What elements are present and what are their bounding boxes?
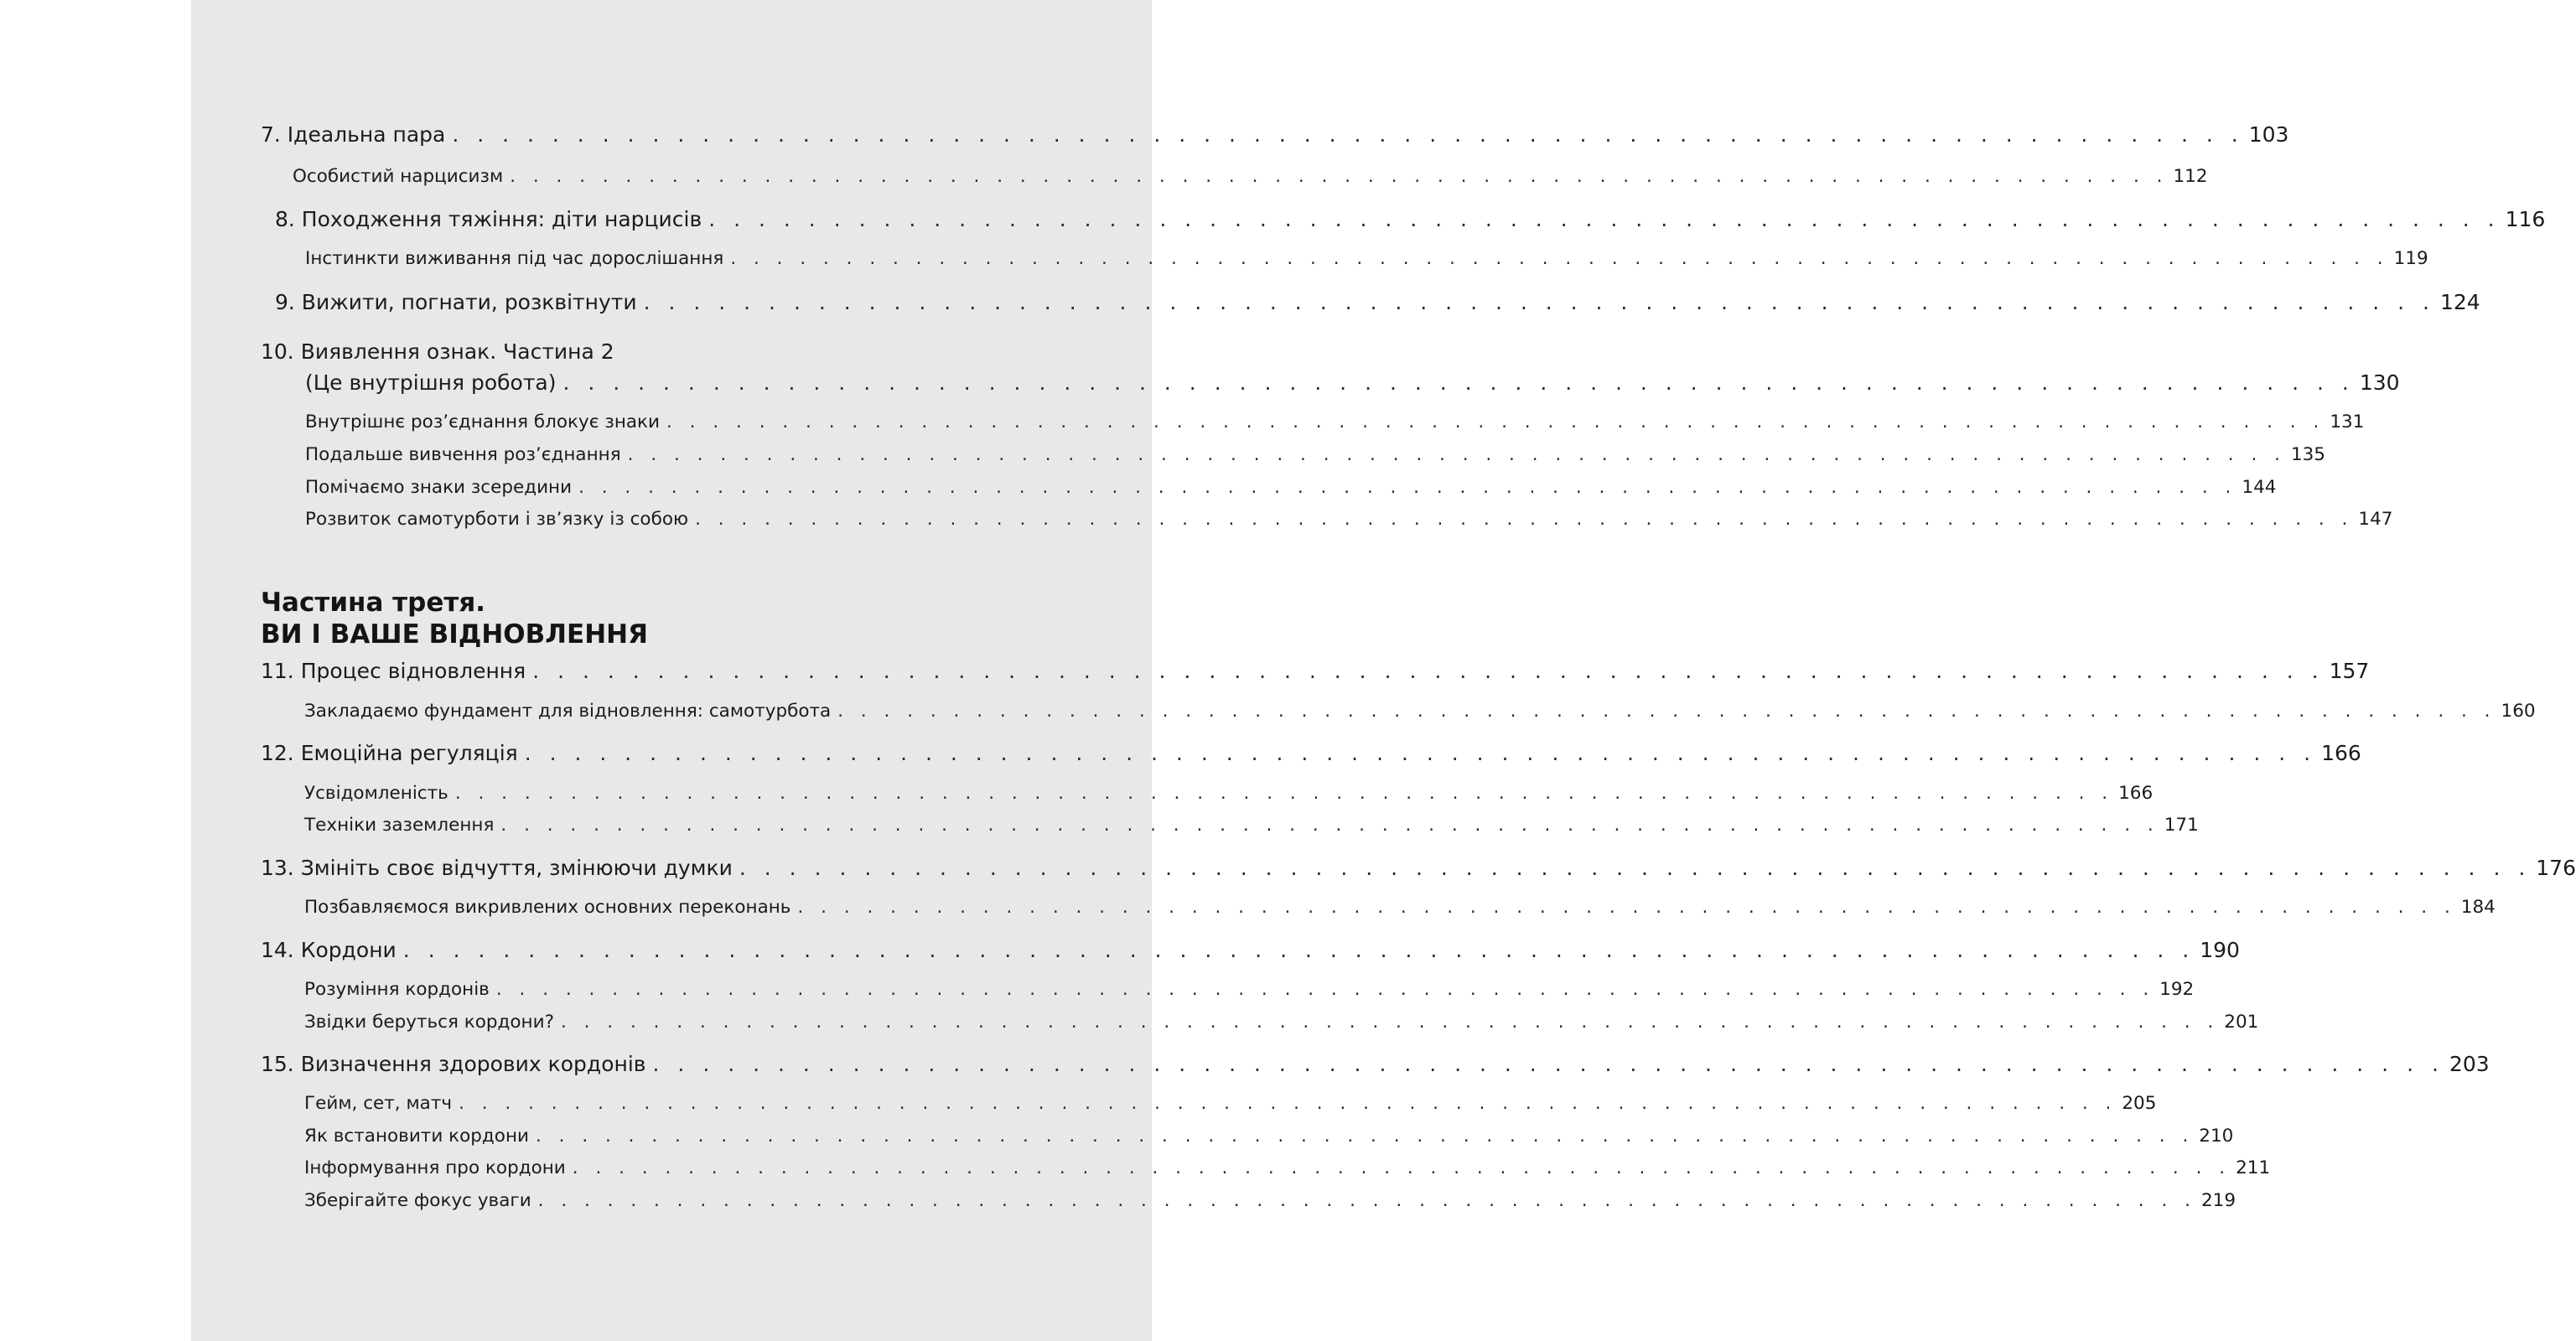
toc-section [304, 1126, 2234, 1147]
dot-leader: . . . . . . . . . . . . . . . . . . . . . . . . . . . . . . . . . . . . . . . . . . . . . . . . . . . . . . . . . . . . . . . . . . . . . . . . [578, 477, 2237, 498]
toc-entry-page: 184 [2460, 897, 2496, 918]
dot-leader: . . . . . . . . . . . . . . . . . . . . . . . . . . . . . . . . . . . . . . . . . . . . . . . . . . . . . . . . . . . . . . . . . . . . . . . . [562, 370, 2355, 395]
toc-entry-title: Позбавляємося викривлених основних переконань [304, 897, 791, 918]
toc-chapter-8 [275, 207, 2546, 231]
toc-entry-page: 119 [2393, 248, 2428, 269]
toc-entry-title: Як встановити кордони [304, 1126, 529, 1147]
toc-entry-title: Зберігайте фокус уваги [304, 1190, 531, 1211]
toc-chapter-10 [305, 370, 2400, 395]
toc-entry-page: 211 [2236, 1157, 2271, 1178]
dot-leader: . . . . . . . . . . . . . . . . . . . . . . . . . . . . . . . . . . . . . . . . . . . . . . . . . . . . . . . . . . . . . . . . . . . . . . . . [739, 856, 2532, 880]
toc-chapter-9 [275, 290, 2480, 314]
dot-leader: . . . . . . . . . . . . . . . . . . . . . . . . . . . . . . . . . . . . . . . . . . . . . . . . . . . . . . . . . . . . . . . . . . . . . . . . [532, 659, 2325, 683]
toc-section [305, 412, 2365, 432]
dot-leader: . . . . . . . . . . . . . . . . . . . . . . . . . . . . . . . . . . . . . . . . . . . . . . . . . . . . . . . . . . . . . . . . . . . . . . . . [695, 509, 2354, 530]
dot-leader: . . . . . . . . . . . . . . . . . . . . . . . . . . . . . . . . . . . . . . . . . . . . . . . . . . . . . . . . . . . . . . . . . . . . . . . . [560, 1012, 2220, 1033]
toc-section [304, 979, 2195, 1000]
toc-entry-title: Техніки заземлення [304, 815, 495, 836]
toc-entry-title: Розвиток самотурботи і зв’язку із собою [305, 509, 689, 530]
toc-chapter-12 [261, 741, 2361, 765]
toc-section [305, 477, 2277, 498]
toc-entry-page: 144 [2242, 477, 2277, 498]
toc-entry-title: Помічаємо знаки зсередини [305, 477, 573, 498]
toc-entry-title: Закладаємо фундамент для відновлення: самотурбота [304, 701, 832, 722]
toc-section [304, 783, 2154, 804]
toc-entry-page: 210 [2199, 1126, 2234, 1147]
book-page [191, 0, 2576, 1341]
toc-entry-title: 11. Процес відновлення [261, 659, 526, 683]
toc-entry-title: Особистий нарцисизм [293, 166, 504, 187]
toc-section [304, 701, 2536, 722]
dot-leader: . . . . . . . . . . . . . . . . . . . . . . . . . . . . . . . . . . . . . . . . . . . . . . . . . . . . . . . . . . . . . . . . . . . . . . . . [454, 783, 2114, 804]
toc-entry-page: 112 [2173, 166, 2208, 187]
toc-section [293, 166, 2208, 187]
toc-entry-page: 130 [2359, 370, 2400, 395]
dot-leader: . . . . . . . . . . . . . . . . . . . . . . . . . . . . . . . . . . . . . . . . . . . . . . . . . . . . . . . . . . . . . . . . . . . . . . . . [402, 938, 2195, 962]
toc-entry-title: 9. Вижити, погнати, розквітнути [275, 290, 637, 314]
toc-entry-title: 8. Походження тяжіння: діти нарцисів [275, 207, 702, 231]
toc-entry-page: 201 [2224, 1012, 2259, 1033]
toc-entry-title: Подальше вивчення роз’єднання [305, 444, 621, 465]
dot-leader: . . . . . . . . . . . . . . . . . . . . . . . . . . . . . . . . . . . . . . . . . . . . . . . . . . . . . . . . . . . . . . . . . . . . . . . . [627, 444, 2286, 465]
toc-entry-title: (Це внутрішня робота) [305, 370, 557, 395]
part-heading-line-1: Частина третя. [261, 588, 485, 618]
toc-chapter-7 [261, 122, 2289, 147]
dot-leader: . . . . . . . . . . . . . . . . . . . . . . . . . . . . . . . . . . . . . . . . . . . . . . . . . . . . . . . . . . . . . . . . . . . . . . . . [652, 1052, 2444, 1076]
dot-leader: . . . . . . . . . . . . . . . . . . . . . . . . . . . . . . . . . . . . . . . . . . . . . . . . . . . . . . . . . . . . . . . . . . . . . . . . [708, 207, 2501, 231]
toc-chapter-15 [261, 1052, 2490, 1076]
dot-leader: . . . . . . . . . . . . . . . . . . . . . . . . . . . . . . . . . . . . . . . . . . . . . . . . . . . . . . . . . . . . . . . . . . . . . . . . [797, 897, 2456, 918]
toc-section [305, 509, 2393, 530]
dot-leader: . . . . . . . . . . . . . . . . . . . . . . . . . . . . . . . . . . . . . . . . . . . . . . . . . . . . . . . . . . . . . . . . . . . . . . . . [730, 248, 2389, 269]
dot-leader: . . . . . . . . . . . . . . . . . . . . . . . . . . . . . . . . . . . . . . . . . . . . . . . . . . . . . . . . . . . . . . . . . . . . . . . . [495, 979, 2155, 1000]
part-heading [261, 587, 648, 650]
toc-entry-title: Звідки беруться кордони? [304, 1012, 554, 1033]
toc-section [304, 897, 2496, 918]
toc-entry-page: 160 [2501, 701, 2536, 722]
toc-entry-title: 7. Ідеальна пара [261, 122, 446, 147]
toc-entry-title: 14. Кордони [261, 938, 397, 962]
toc-entry-title: Розуміння кордонів [304, 979, 490, 1000]
dot-leader: . . . . . . . . . . . . . . . . . . . . . . . . . . . . . . . . . . . . . . . . . . . . . . . . . . . . . . . . . . . . . . . . . . . . . . . . [537, 1190, 2196, 1211]
toc-chapter-13 [261, 856, 2576, 880]
toc-entry-title: Гейм, сет, матч [304, 1093, 453, 1114]
toc-entry-page: 203 [2449, 1052, 2490, 1076]
toc-entry-title: 13. Змініть своє відчуття, змінюючи думки [261, 856, 733, 880]
toc-entry-page: 135 [2290, 444, 2325, 465]
dot-leader: . . . . . . . . . . . . . . . . . . . . . . . . . . . . . . . . . . . . . . . . . . . . . . . . . . . . . . . . . . . . . . . . . . . . . . . . [643, 290, 2435, 314]
toc-section [304, 1190, 2237, 1211]
toc-entry-page: 205 [2122, 1093, 2157, 1114]
toc-section [305, 248, 2428, 269]
dot-leader: . . . . . . . . . . . . . . . . . . . . . . . . . . . . . . . . . . . . . . . . . . . . . . . . . . . . . . . . . . . . . . . . . . . . . . . . [459, 1093, 2117, 1114]
toc-entry-page: 157 [2329, 659, 2370, 683]
toc-entry-title: 15. Визначення здорових кордонів [261, 1052, 646, 1076]
toc-chapter-10-title: 10. Виявлення ознак. Частина 2 [261, 339, 614, 364]
dot-leader: . . . . . . . . . . . . . . . . . . . . . . . . . . . . . . . . . . . . . . . . . . . . . . . . . . . . . . . . . . . . . . . . . . . . . . . . [524, 741, 2317, 765]
toc-entry-page: 131 [2330, 412, 2365, 432]
toc-entry-page: 171 [2164, 815, 2199, 836]
toc-entry-title: Внутрішнє роз’єднання блокує знаки [305, 412, 661, 432]
toc-section [304, 1012, 2259, 1033]
part-heading-line-2: ВИ І ВАШЕ ВІДНОВЛЕННЯ [261, 619, 648, 650]
toc-section [305, 444, 2325, 465]
toc-entry-page: 176 [2536, 856, 2576, 880]
toc-entry-page: 124 [2439, 290, 2480, 314]
dot-leader: . . . . . . . . . . . . . . . . . . . . . . . . . . . . . . . . . . . . . . . . . . . . . . . . . . . . . . . . . . . . . . . . . . . . . . . . [572, 1157, 2231, 1178]
toc-entry-title: 12. Емоційна регуляція [261, 741, 518, 765]
toc-section [304, 1093, 2157, 1114]
toc-section [304, 815, 2199, 836]
toc-chapter-14 [261, 938, 2240, 962]
toc-entry-page: 219 [2200, 1190, 2237, 1211]
dot-leader: . . . . . . . . . . . . . . . . . . . . . . . . . . . . . . . . . . . . . . . . . . . . . . . . . . . . . . . . . . . . . . . . . . . . . . . . [666, 412, 2325, 432]
toc-entry-page: 147 [2358, 509, 2393, 530]
toc-entry-page: 166 [2321, 741, 2361, 765]
dot-leader: . . . . . . . . . . . . . . . . . . . . . . . . . . . . . . . . . . . . . . . . . . . . . . . . . . . . . . . . . . . . . . . . . . . . . . . . [837, 701, 2496, 722]
toc-chapter-11 [261, 659, 2370, 683]
toc-entry-title: Інстинкти виживання під час дорослішання [305, 248, 724, 269]
toc-entry-page: 166 [2118, 783, 2154, 804]
dot-leader: . . . . . . . . . . . . . . . . . . . . . . . . . . . . . . . . . . . . . . . . . . . . . . . . . . . . . . . . . . . . . . . . . . . . . . . . [452, 122, 2244, 147]
dot-leader: . . . . . . . . . . . . . . . . . . . . . . . . . . . . . . . . . . . . . . . . . . . . . . . . . . . . . . . . . . . . . . . . . . . . . . . . [510, 166, 2169, 187]
toc-entry-page: 192 [2159, 979, 2195, 1000]
dot-leader: . . . . . . . . . . . . . . . . . . . . . . . . . . . . . . . . . . . . . . . . . . . . . . . . . . . . . . . . . . . . . . . . . . . . . . . . [500, 815, 2159, 836]
toc-entry-title: Усвідомленість [304, 783, 448, 804]
toc-entry-page: 116 [2505, 207, 2546, 231]
toc-section [304, 1157, 2271, 1178]
dot-leader: . . . . . . . . . . . . . . . . . . . . . . . . . . . . . . . . . . . . . . . . . . . . . . . . . . . . . . . . . . . . . . . . . . . . . . . . [535, 1126, 2195, 1147]
toc-entry-page: 103 [2248, 122, 2289, 147]
toc-entry-page: 190 [2200, 938, 2240, 962]
toc-entry-title: Інформування про кордони [304, 1157, 566, 1178]
